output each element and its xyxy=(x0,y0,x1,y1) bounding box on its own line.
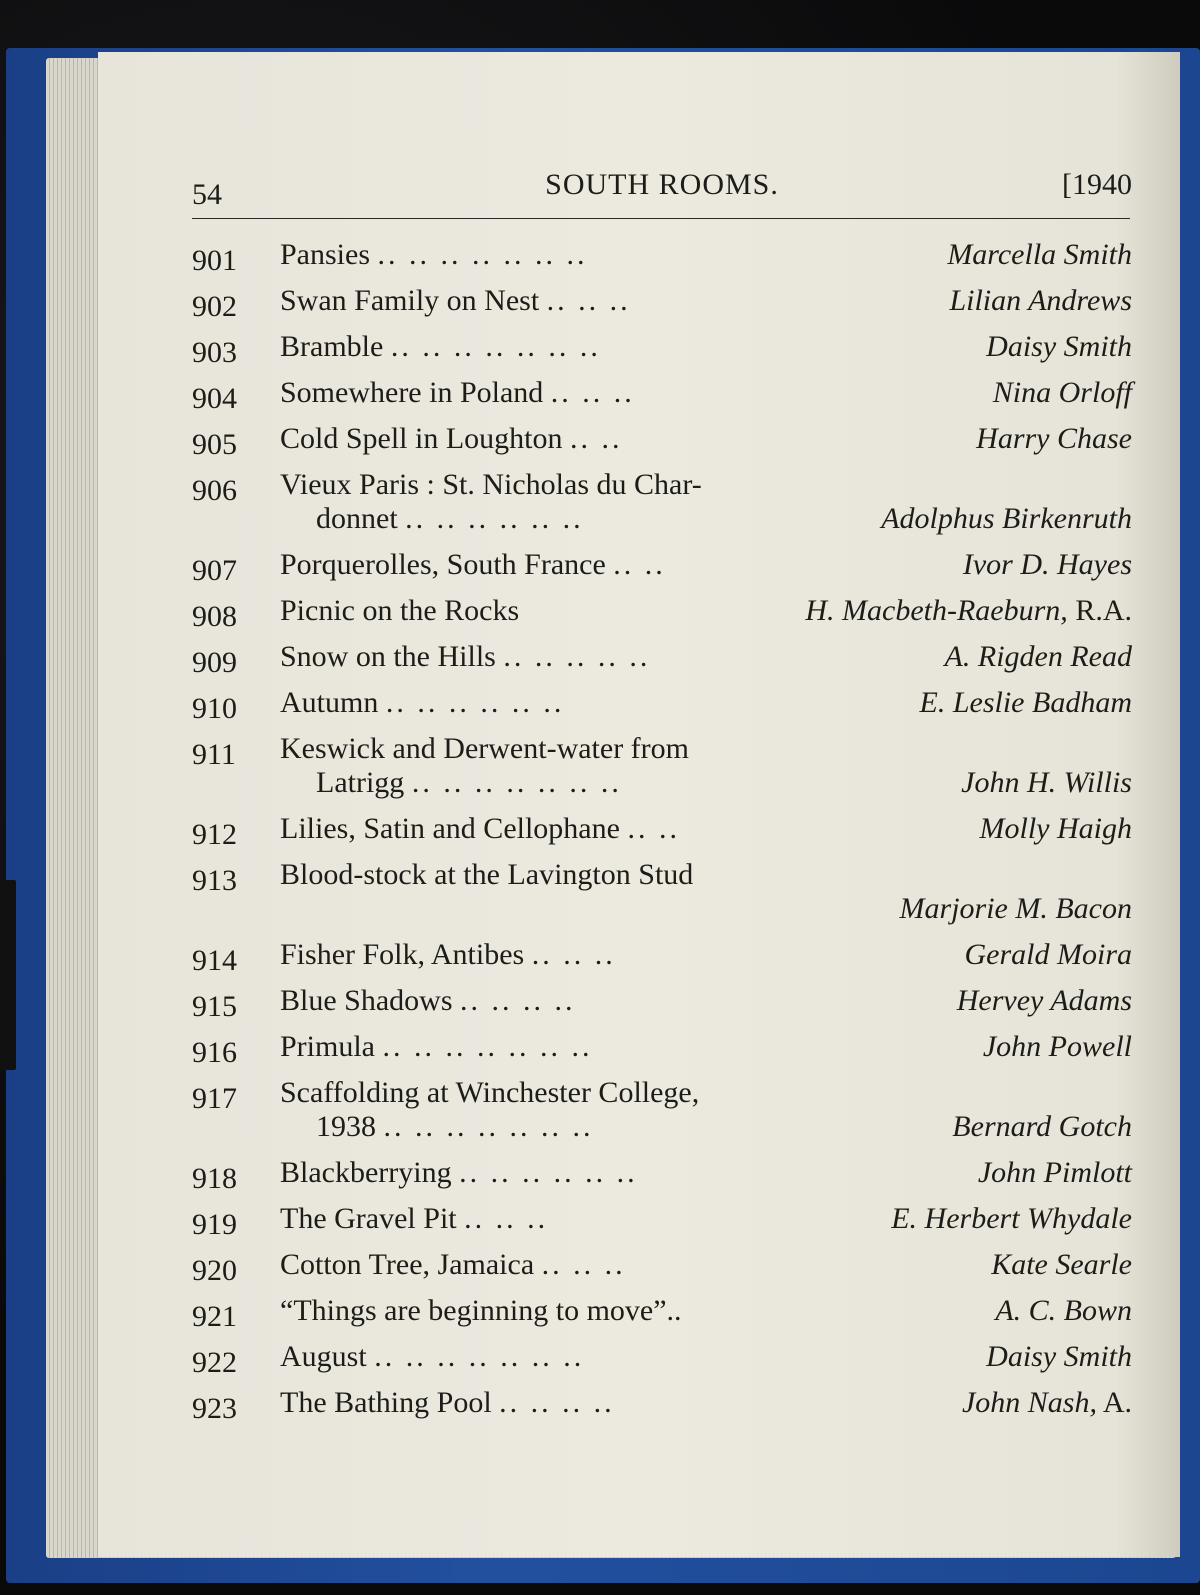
entry-number: 915 xyxy=(192,990,237,1023)
entry-artist: H. Macbeth-Raeburn, R.A. xyxy=(805,594,1132,627)
entry-title: Blue Shadows .. .. .. .. xyxy=(280,984,576,1017)
entry-number: 902 xyxy=(192,290,237,323)
entry-number: 916 xyxy=(192,1036,237,1069)
entry-title: Swan Family on Nest .. .. .. xyxy=(280,284,631,317)
page-header xyxy=(192,168,1132,220)
catalogue-entry xyxy=(192,1248,1132,1294)
entry-artist: E. Leslie Badham xyxy=(919,686,1132,719)
dot-leaders: .. .. .. .. .. xyxy=(503,640,651,673)
entry-title: Fisher Folk, Antibes .. .. .. xyxy=(280,938,616,971)
entry-artist: Kate Searle xyxy=(991,1248,1132,1281)
entry-artist: Marjorie M. Bacon xyxy=(899,892,1132,925)
entry-artist: Molly Haigh xyxy=(979,812,1132,845)
catalogue-entry xyxy=(192,732,1132,812)
catalogue-entry xyxy=(192,1030,1132,1076)
entry-title: August .. .. .. .. .. .. .. xyxy=(280,1340,585,1373)
entry-artist: Harry Chase xyxy=(976,422,1132,455)
entry-title: “Things are beginning to move”.. xyxy=(280,1294,682,1327)
entry-title: Somewhere in Poland .. .. .. xyxy=(280,376,635,409)
entry-title-continued: Latrigg .. .. .. .. .. .. .. xyxy=(316,766,622,799)
entry-title-continued: donnet .. .. .. .. .. .. xyxy=(316,502,584,535)
entry-artist: E. Herbert Whydale xyxy=(891,1202,1132,1235)
catalogue-entry xyxy=(192,376,1132,422)
catalogue-entry xyxy=(192,1386,1132,1432)
entry-artist: Marcella Smith xyxy=(947,238,1132,271)
catalogue-entry xyxy=(192,812,1132,858)
dot-leaders: .. .. .. .. .. .. .. xyxy=(377,238,588,271)
entry-number: 908 xyxy=(192,600,237,633)
catalogue-page xyxy=(98,52,1180,1557)
year-label: [1940 xyxy=(1062,168,1132,201)
entry-title: Blood-stock at the Lavington Stud xyxy=(280,858,694,891)
entry-number: 904 xyxy=(192,382,237,415)
entry-title: Porquerolles, South France .. .. xyxy=(280,548,666,581)
header-rule xyxy=(192,218,1130,219)
entry-number: 923 xyxy=(192,1392,237,1425)
entry-artist: Hervey Adams xyxy=(956,984,1132,1017)
catalogue-entry xyxy=(192,284,1132,330)
entry-artist: Lilian Andrews xyxy=(949,284,1132,317)
entry-number: 901 xyxy=(192,244,237,277)
catalogue-entry xyxy=(192,1340,1132,1386)
entry-artist: Daisy Smith xyxy=(986,1340,1132,1373)
dot-leaders: .. .. .. .. .. .. .. xyxy=(382,1030,593,1063)
catalogue-entry xyxy=(192,468,1132,548)
entry-artist: John H. Willis xyxy=(961,766,1132,799)
entry-title: Vieux Paris : St. Nicholas du Char- xyxy=(280,468,702,501)
dot-leaders: .. .. .. xyxy=(464,1202,549,1235)
catalogue-entry xyxy=(192,984,1132,1030)
entry-artist: Nina Orloff xyxy=(992,376,1132,409)
entry-artist: Gerald Moira xyxy=(964,938,1132,971)
catalogue-entry xyxy=(192,938,1132,984)
entry-number: 917 xyxy=(192,1082,237,1115)
entry-number: 907 xyxy=(192,554,237,587)
catalogue-entry xyxy=(192,548,1132,594)
catalogue-entry xyxy=(192,1156,1132,1202)
catalogue-entry xyxy=(192,858,1132,938)
entry-title: Blackberrying .. .. .. .. .. .. xyxy=(280,1156,638,1189)
entry-title: Autumn .. .. .. .. .. .. xyxy=(280,686,565,719)
catalogue-entry xyxy=(192,1202,1132,1248)
entry-title-continued: 1938 .. .. .. .. .. .. .. xyxy=(316,1110,594,1143)
entry-title: Primula .. .. .. .. .. .. .. xyxy=(280,1030,593,1063)
entry-number: 911 xyxy=(192,738,236,771)
entry-artist: A. Rigden Read xyxy=(944,640,1132,673)
entry-title: Picnic on the Rocks xyxy=(280,594,520,627)
entry-title: Bramble .. .. .. .. .. .. .. xyxy=(280,330,601,363)
dot-leaders: .. .. .. .. .. .. xyxy=(405,502,584,535)
catalogue-entry xyxy=(192,1294,1132,1340)
entry-artist: Daisy Smith xyxy=(986,330,1132,363)
entry-title: Snow on the Hills .. .. .. .. .. xyxy=(280,640,651,673)
catalogue-entry xyxy=(192,422,1132,468)
entry-title: Scaffolding at Winchester College, xyxy=(280,1076,700,1109)
entry-number: 906 xyxy=(192,474,237,507)
entry-title: Cotton Tree, Jamaica .. .. .. xyxy=(280,1248,626,1281)
entry-artist: John Pimlott xyxy=(977,1156,1132,1189)
entry-artist: Bernard Gotch xyxy=(952,1110,1132,1143)
dot-leaders: .. .. .. xyxy=(550,376,635,409)
entry-title: Keswick and Derwent-water from xyxy=(280,732,689,765)
entry-title: The Gravel Pit .. .. .. xyxy=(280,1202,549,1235)
catalogue-list xyxy=(192,238,1132,1432)
catalogue-entry xyxy=(192,1076,1132,1156)
running-title: SOUTH ROOMS. xyxy=(545,168,779,201)
catalogue-entry xyxy=(192,594,1132,640)
entry-artist: John Powell xyxy=(982,1030,1132,1063)
entry-number: 919 xyxy=(192,1208,237,1241)
entry-number: 920 xyxy=(192,1254,237,1287)
artist-honour: R.A. xyxy=(1067,594,1132,627)
entry-number: 922 xyxy=(192,1346,237,1379)
entry-number: 914 xyxy=(192,944,237,977)
dot-leaders: .. .. .. .. .. .. xyxy=(385,686,565,719)
catalogue-entry xyxy=(192,238,1132,284)
dot-leaders: .. .. .. .. .. .. .. xyxy=(390,330,601,363)
dot-leaders: .. .. xyxy=(570,422,623,455)
entry-title: The Bathing Pool .. .. .. .. xyxy=(280,1386,615,1419)
dot-leaders: .. .. .. xyxy=(531,938,616,971)
dot-leaders: .. .. .. .. .. .. .. xyxy=(383,1110,594,1143)
entry-number: 905 xyxy=(192,428,237,461)
entry-number: 909 xyxy=(192,646,237,679)
entry-number: 912 xyxy=(192,818,237,851)
entry-number: 918 xyxy=(192,1162,237,1195)
dot-leaders: .. .. xyxy=(627,812,680,845)
page-number: 54 xyxy=(192,178,222,211)
catalogue-entry xyxy=(192,686,1132,732)
dot-leaders: .. .. .. .. xyxy=(460,984,576,1017)
dot-leaders: .. .. .. .. .. .. .. xyxy=(411,766,622,799)
entry-artist: A. C. Bown xyxy=(995,1294,1132,1327)
dot-leaders: .. .. .. xyxy=(546,284,631,317)
dot-leaders: .. .. .. .. .. .. .. xyxy=(374,1340,585,1373)
entry-number: 910 xyxy=(192,692,237,725)
dot-leaders: .. .. .. xyxy=(541,1248,626,1281)
catalogue-entry xyxy=(192,330,1132,376)
dot-leaders: .. .. .. .. xyxy=(499,1386,615,1419)
entry-title: Pansies .. .. .. .. .. .. .. xyxy=(280,238,588,271)
artist-honour: A. xyxy=(1096,1386,1132,1419)
entry-number: 913 xyxy=(192,864,237,897)
entry-number: 903 xyxy=(192,336,237,369)
dot-leaders: .. .. xyxy=(613,548,666,581)
binding-clip xyxy=(0,880,16,1070)
dot-leaders: .. .. .. .. .. .. xyxy=(459,1156,638,1189)
entry-title: Lilies, Satin and Cellophane .. .. xyxy=(280,812,680,845)
entry-artist: Adolphus Birkenruth xyxy=(881,502,1132,535)
entry-artist: Ivor D. Hayes xyxy=(962,548,1132,581)
entry-title: Cold Spell in Loughton .. .. xyxy=(280,422,623,455)
catalogue-entry xyxy=(192,640,1132,686)
entry-artist: John Nash, A. xyxy=(961,1386,1132,1419)
entry-number: 921 xyxy=(192,1300,237,1333)
